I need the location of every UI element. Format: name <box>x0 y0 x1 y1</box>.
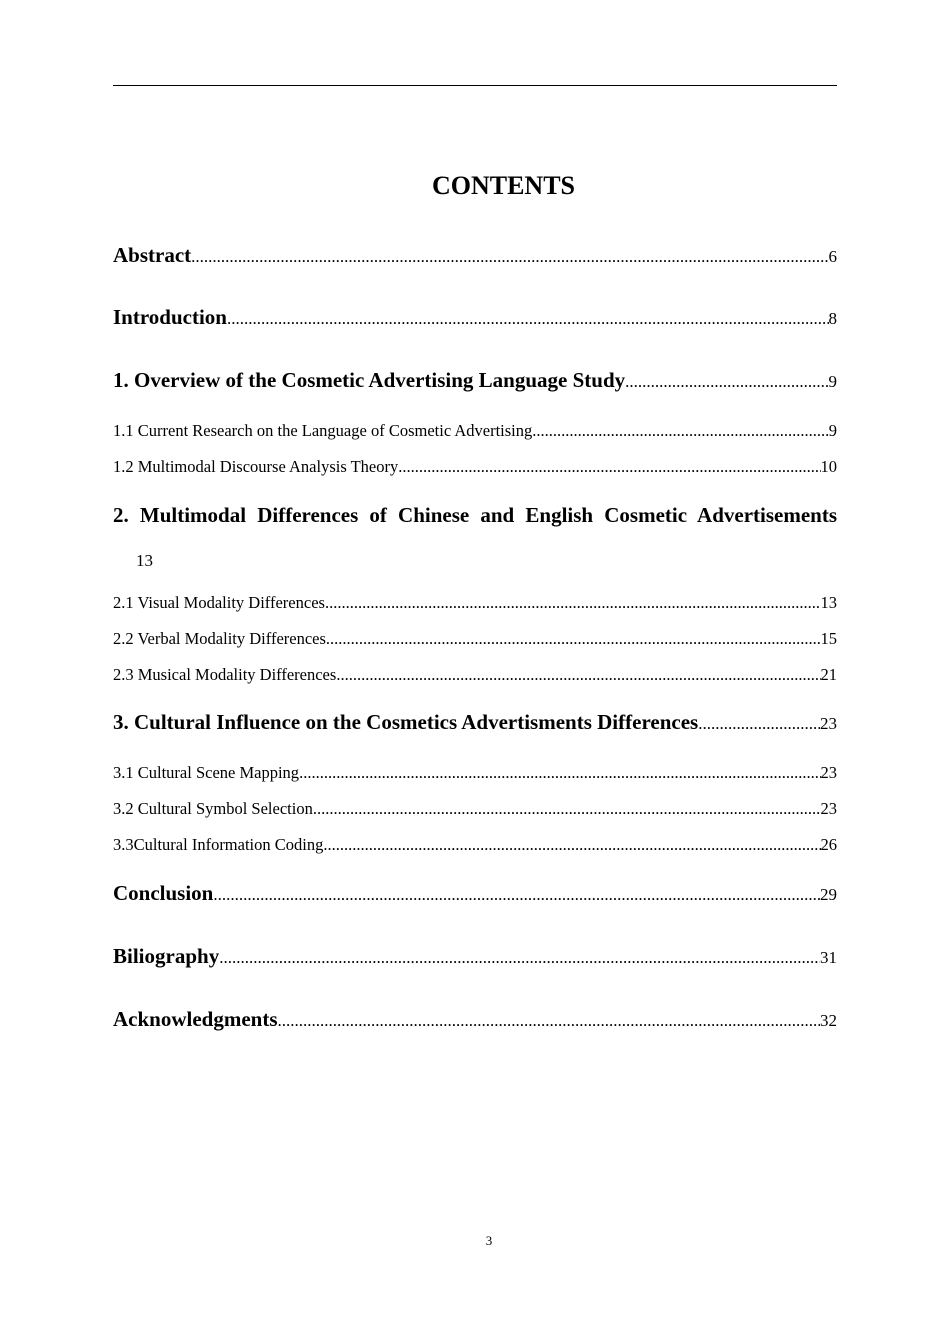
toc-entry-page: 13 <box>136 551 153 570</box>
toc-entry-label: Biliography <box>113 944 220 968</box>
toc-entry-page: 9 <box>828 372 837 391</box>
toc-entry-page: 23 <box>820 714 837 733</box>
toc-entry-introduction[interactable] <box>113 305 837 330</box>
toc-entry-label: 1.1 Current Research on the Language of Cosmetic Advertising <box>113 421 533 440</box>
dot-leader <box>625 372 828 392</box>
toc-entry-label: 1.2 Multimodal Discourse Analysis Theory <box>113 457 399 476</box>
toc-entry-section-2-3[interactable] <box>113 665 837 685</box>
dot-leader <box>698 714 820 734</box>
dot-leader <box>336 665 820 685</box>
dot-leader <box>299 763 820 783</box>
toc-entry-conclusion[interactable] <box>113 881 837 906</box>
dot-leader <box>191 247 828 267</box>
toc-entry-page: 15 <box>820 629 837 648</box>
toc-entry-page: 29 <box>820 885 837 904</box>
page-number: 3 <box>485 1233 493 1248</box>
toc-entry-chapter-1[interactable] <box>113 368 837 393</box>
dot-leader <box>313 799 821 819</box>
toc-entry-acknowledgments[interactable] <box>113 1007 837 1032</box>
toc-entry-page: 8 <box>828 309 837 328</box>
toc-entry-label: 2.3 Musical Modality Differences <box>113 665 337 684</box>
toc-entry-label: Acknowledgments <box>113 1007 278 1031</box>
toc-entry-section-2-2[interactable] <box>113 629 837 649</box>
dot-leader <box>326 629 821 649</box>
toc-entry-page: 23 <box>820 799 837 818</box>
header-rule <box>113 85 837 86</box>
toc-entry-section-2-1[interactable] <box>113 593 837 613</box>
dot-leader <box>219 948 820 968</box>
toc-entry-section-1-2[interactable] <box>113 457 837 477</box>
toc-entry-label: 3.1 Cultural Scene Mapping <box>113 763 300 782</box>
dot-leader <box>323 835 820 855</box>
toc-entry-label: Introduction <box>113 305 227 329</box>
toc-entry-page: 9 <box>828 421 837 440</box>
toc-entry-page: 6 <box>828 247 837 266</box>
toc-entry-page: 21 <box>820 665 837 684</box>
dot-leader <box>278 1011 820 1031</box>
toc-entry-section-3-3[interactable] <box>113 835 837 855</box>
toc-entry-section-1-1[interactable] <box>113 421 837 441</box>
toc-entry-section-3-2[interactable] <box>113 799 837 819</box>
toc-entry-chapter-2[interactable] <box>113 503 837 570</box>
dot-leader <box>213 885 820 905</box>
toc-entry-label: 1. Overview of the Cosmetic Advertising Language Study <box>113 368 626 392</box>
toc-entry-label: 3.2 Cultural Symbol Selection <box>113 799 313 818</box>
toc-entry-label: Conclusion <box>113 881 214 905</box>
toc-entry-page: 26 <box>820 835 837 854</box>
toc-title: CONTENTS <box>431 171 576 200</box>
dot-leader <box>325 593 821 613</box>
toc-entry-page: 13 <box>820 593 837 612</box>
dot-leader <box>398 457 820 477</box>
toc-entry-page: 31 <box>820 948 837 967</box>
toc-entry-chapter-3[interactable] <box>113 710 837 735</box>
toc-entry-label: Abstract <box>113 243 192 267</box>
toc-entry-page: 10 <box>820 457 837 476</box>
toc-entry-abstract[interactable] <box>113 243 837 268</box>
toc-entry-page: 23 <box>820 763 837 782</box>
toc-entry-label: 2.2 Verbal Modality Differences <box>113 629 326 648</box>
toc-entry-section-3-1[interactable] <box>113 763 837 783</box>
dot-leader <box>532 421 828 441</box>
toc-entry-label: 2. Multimodal Differences of Chinese and English Cosmetic Advertisements <box>113 503 837 527</box>
toc-entry-page: 32 <box>820 1011 837 1030</box>
toc-entry-label: 2.1 Visual Modality Differences <box>113 593 325 612</box>
toc-entry-label: 3.3Cultural Information Coding <box>113 835 324 854</box>
dot-leader <box>227 309 829 329</box>
toc-entry-label: 3. Cultural Influence on the Cosmetics Advertisments Differences <box>113 710 699 734</box>
toc-entry-bibliography[interactable] <box>113 944 837 969</box>
